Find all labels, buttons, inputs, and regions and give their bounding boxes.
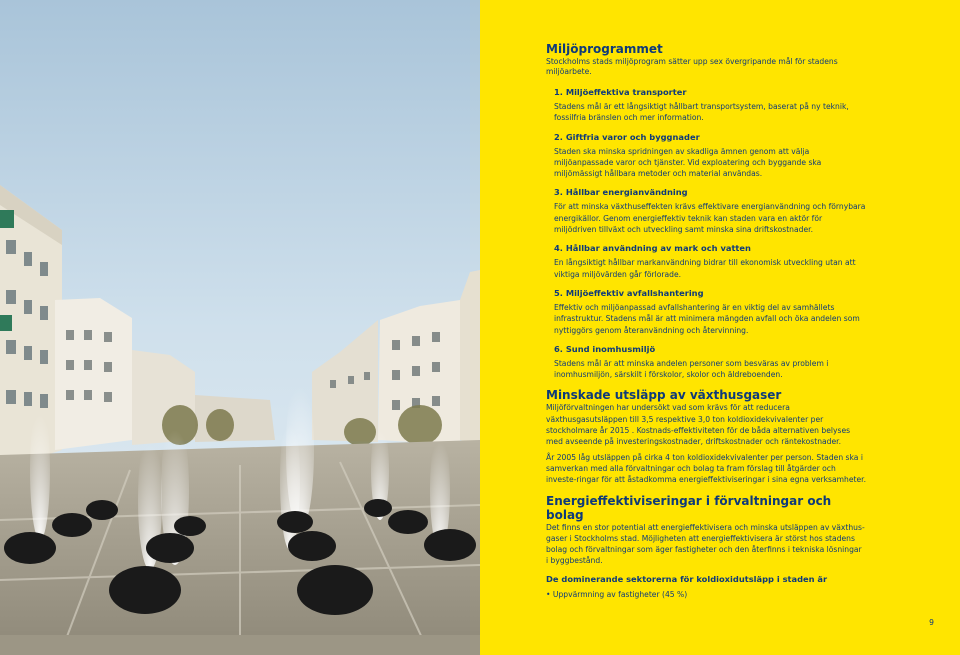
utslapp-paragraph: Miljöförvaltningen har undersökt vad som krävs för att reducera växthusgasutsläppen till 3,5 respektive 3,0 ton koldioxidekvivalenter per stockholmare år 2015 . Kostnads-effektiviteten för de båda alternativen belyses med avseende på investeringskostnader, driftskostnader och räntekostnader. (546, 403, 851, 447)
goal-item (554, 132, 866, 180)
goal-title: 1. Miljöeffektiva transporter (554, 87, 687, 97)
utslapp-section (546, 388, 866, 485)
energi-title: Energieffektiviseringar i förvaltningar och bolag (546, 493, 832, 522)
sector-subhead: De dominerande sektorerna för koldioxidutsläpp i staden är (546, 573, 828, 584)
goal-text: Staden ska minska spridningen av skadliga ämnen genom att välja miljöanpassade varor och tjänster. Vid exploatering och byggande ska miljömässigt hållbara metoder och material användas. (554, 146, 822, 179)
goal-title: 4. Hållbar användning av mark och vatten (554, 243, 751, 254)
goal-item (554, 187, 866, 235)
goal-title: 6. Sund inomhusmiljö (554, 343, 656, 354)
goal-text: En långsiktigt hållbar markanvändning bidrar till ekonomisk utveckling utan att viktiga miljövärden går förlorade. (554, 258, 856, 279)
utslapp-paragraph: År 2005 låg utsläppen på cirka 4 ton koldioxidekvivalenter per person. Staden ska i samverkan med alla förvaltningar och bolag ta fram förslag till åtgärder och investe-ringar för att åstadkomma energieffektiviseringar i sina egna verksamheter. (546, 452, 866, 485)
goal-text: För att minska växthuseffekten krävs effektivare energianvändning och förnybara energikällor. Genom energieffektiv teknik kan staden vara en aktör för miljödriven tillväxt och utveckling samt minska sina driftskostnader. (554, 202, 866, 235)
goal-text: Stadens mål är ett långsiktigt hållbart transportsystem, baserat på ny teknik, fossilfria bränslen och mer information. (554, 102, 849, 123)
utslapp-title: Minskade utsläpp av växthusgaser (546, 388, 782, 403)
goal-title: 3. Hållbar energianvändning (554, 187, 688, 198)
goal-text: Effektiv och miljöanpassad avfallshantering är en viktig del av samhällets infrastruktur. Stadens mål är att minimera mängden avfall och öka andelen som nyttiggörs genom återanvändning och återvinning. (554, 302, 860, 335)
energi-section (546, 494, 866, 600)
goal-item (554, 87, 866, 124)
goal-item (554, 243, 866, 280)
goals-list (554, 87, 866, 380)
text-page (480, 0, 960, 655)
miljoprogram-title: Miljöprogrammet (546, 42, 663, 56)
goal-title: 2. Giftfria varor och byggnader (554, 131, 700, 142)
goal-text: Stadens mål är att minska andelen personer som besväras av problem i inomhusmiljön, särskilt i förskolor, skolor och äldreboenden. (554, 358, 829, 380)
page-number: 9 (929, 618, 934, 627)
goal-item (554, 344, 866, 381)
goal-title: 5. Miljöeffektiv avfallshantering (554, 287, 704, 298)
page-content (546, 42, 866, 600)
goal-item (554, 288, 866, 336)
miljoprogram-lead: Stockholms stads miljöprogram sätter upp sex övergripande mål för stadens miljöarbete. (546, 57, 838, 76)
energi-paragraph: Det finns en stor potential att energieffektivisera och minska utsläppen av växthus-gaser i Stockholms stad. Möjligheten att energieffektivisera är störst hos stadens bolag och förvaltningar som äger fastigheter och den återfinns i tekniska lösningar i byggbestånd. (546, 522, 865, 566)
sector-bullet: • Uppvärmning av fastigheter (45 %) (546, 589, 688, 599)
